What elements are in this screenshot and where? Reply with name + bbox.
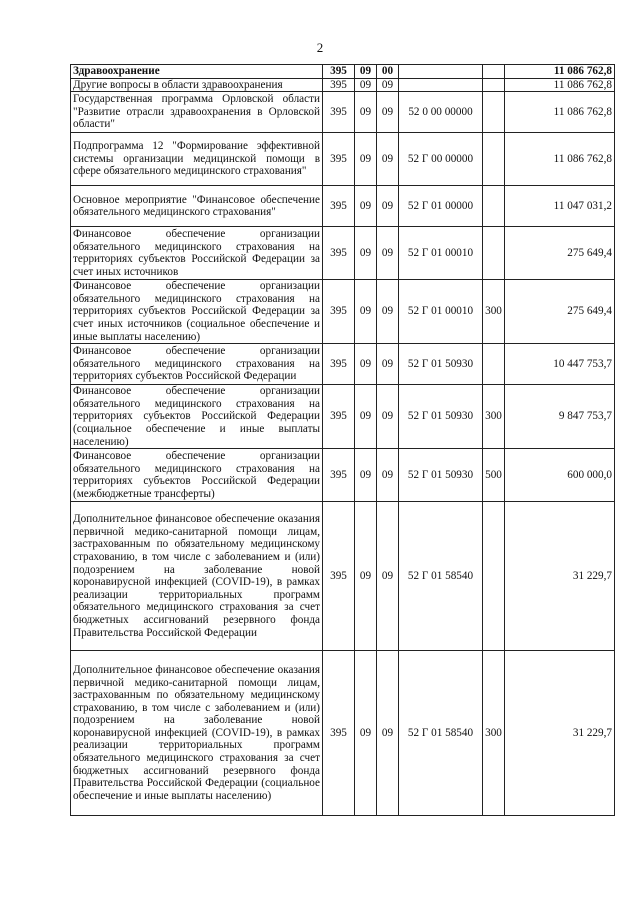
- row-grbs: 395: [323, 385, 355, 449]
- row-amount: 11 086 762,8: [505, 133, 615, 186]
- row-subsection: 09: [377, 227, 399, 280]
- row-name: Финансовое обеспечение организации обязательного медицинского страхования на территориях субъектов Российской Федерации (социальное обеспечение и иные выплаты населению): [71, 385, 323, 449]
- row-amount: 11 086 762,8: [505, 65, 615, 79]
- row-section: 09: [355, 449, 377, 502]
- row-grbs: 395: [323, 280, 355, 344]
- row-target-article: [399, 78, 483, 92]
- row-section: 09: [355, 502, 377, 651]
- row-grbs: 395: [323, 502, 355, 651]
- row-expense-type: [483, 344, 505, 385]
- table-row: [71, 651, 615, 816]
- row-grbs: 395: [323, 449, 355, 502]
- page-number: 2: [316, 40, 324, 55]
- row-subsection: 09: [377, 280, 399, 344]
- row-amount: 9 847 753,7: [505, 385, 615, 449]
- row-grbs: 395: [323, 344, 355, 385]
- row-target-article: 52 Г 01 58540: [399, 502, 483, 651]
- table-row: [71, 65, 615, 79]
- row-subsection: 09: [377, 449, 399, 502]
- row-grbs: 395: [323, 133, 355, 186]
- row-expense-type: [483, 227, 505, 280]
- row-target-article: 52 Г 01 00000: [399, 186, 483, 227]
- row-section: 09: [355, 280, 377, 344]
- table-row: [71, 227, 615, 280]
- row-amount: 31 229,7: [505, 502, 615, 651]
- row-subsection: 09: [377, 385, 399, 449]
- table-row: [71, 502, 615, 651]
- row-subsection: 09: [377, 186, 399, 227]
- row-target-article: 52 Г 01 50930: [399, 385, 483, 449]
- row-amount: 10 447 753,7: [505, 344, 615, 385]
- row-section: 09: [355, 78, 377, 92]
- table-row: [71, 133, 615, 186]
- row-grbs: 395: [323, 65, 355, 79]
- row-name: Основное мероприятие "Финансовое обеспечение обязательного медицинского страхования": [71, 186, 323, 227]
- row-target-article: 52 Г 01 00010: [399, 227, 483, 280]
- row-section: 09: [355, 227, 377, 280]
- row-section: 09: [355, 344, 377, 385]
- row-target-article: [399, 65, 483, 79]
- row-target-article: 52 0 00 00000: [399, 92, 483, 133]
- table-row: [71, 186, 615, 227]
- row-name: Финансовое обеспечение организации обязательного медицинского страхования на территориях субъектов Российской Федерации: [71, 344, 323, 385]
- row-grbs: 395: [323, 92, 355, 133]
- row-name: Государственная программа Орловской области "Развитие отрасли здравоохранения в Орловской области": [71, 92, 323, 133]
- row-subsection: 09: [377, 133, 399, 186]
- row-grbs: 395: [323, 651, 355, 816]
- row-expense-type: 300: [483, 280, 505, 344]
- row-name: Финансовое обеспечение организации обязательного медицинского страхования на территориях субъектов Российской Федерации за счет иных источников (социальное обеспечение и иные выплаты населению): [71, 280, 323, 344]
- table-row: [71, 78, 615, 92]
- table-row: [71, 449, 615, 502]
- row-section: 09: [355, 186, 377, 227]
- row-target-article: 52 Г 01 50930: [399, 344, 483, 385]
- table-row: [71, 280, 615, 344]
- row-subsection: 09: [377, 502, 399, 651]
- row-expense-type: 500: [483, 449, 505, 502]
- row-amount: 275 649,4: [505, 280, 615, 344]
- row-expense-type: [483, 65, 505, 79]
- row-amount: 11 086 762,8: [505, 78, 615, 92]
- row-target-article: 52 Г 01 50930: [399, 449, 483, 502]
- row-amount: 600 000,0: [505, 449, 615, 502]
- row-name: Здравоохранение: [71, 65, 323, 79]
- row-name: Подпрограмма 12 "Формирование эффективной системы организации медицинской помощи в сфере обязательного медицинского страхования": [71, 133, 323, 186]
- row-expense-type: [483, 133, 505, 186]
- table-row: [71, 385, 615, 449]
- row-section: 09: [355, 133, 377, 186]
- row-amount: 11 047 031,2: [505, 186, 615, 227]
- row-subsection: 09: [377, 92, 399, 133]
- row-expense-type: 300: [483, 385, 505, 449]
- row-section: 09: [355, 92, 377, 133]
- row-name: Дополнительное финансовое обеспечение оказания первичной медико-санитарной помощи лицам, застрахованным по обязательному медицинскому страхованию, в том числе с заболеванием и (или) подозрением на заболевание новой коронавирусной инфекцией (COVID-19), в рамках реализации территориальных программ обязательного медицинского страхования за счет бюджетных ассигнований резервного фонда Правительства Российской Федерации: [71, 502, 323, 651]
- row-subsection: 00: [377, 65, 399, 79]
- row-subsection: 09: [377, 78, 399, 92]
- budget-table-body: [71, 65, 615, 816]
- row-amount: 31 229,7: [505, 651, 615, 816]
- row-target-article: 52 Г 01 58540: [399, 651, 483, 816]
- row-grbs: 395: [323, 227, 355, 280]
- row-target-article: 52 Г 00 00000: [399, 133, 483, 186]
- table-row: [71, 344, 615, 385]
- table-row: [71, 92, 615, 133]
- row-section: 09: [355, 65, 377, 79]
- row-amount: 11 086 762,8: [505, 92, 615, 133]
- row-expense-type: [483, 186, 505, 227]
- row-subsection: 09: [377, 651, 399, 816]
- row-section: 09: [355, 651, 377, 816]
- row-amount: 275 649,4: [505, 227, 615, 280]
- row-name: Финансовое обеспечение организации обязательного медицинского страхования на территориях субъектов Российской Федерации (межбюджетные трансферты): [71, 449, 323, 502]
- row-expense-type: [483, 92, 505, 133]
- row-name: Финансовое обеспечение организации обязательного медицинского страхования на территориях субъектов Российской Федерации за счет иных источников: [71, 227, 323, 280]
- row-name: Дополнительное финансовое обеспечение оказания первичной медико-санитарной помощи лицам, застрахованным по обязательному медицинскому страхованию, в том числе с заболеванием и (или) подозрением на заболевание новой коронавирусной инфекцией (COVID-19), в рамках реализации территориальных программ обязательного медицинского страхования за счет бюджетных ассигнований резервного фонда Правительства Российской Федерации (социальное обеспечение и иные выплаты населению): [71, 651, 323, 816]
- row-target-article: 52 Г 01 00010: [399, 280, 483, 344]
- row-subsection: 09: [377, 344, 399, 385]
- row-expense-type: [483, 502, 505, 651]
- row-section: 09: [355, 385, 377, 449]
- row-expense-type: [483, 78, 505, 92]
- row-name: Другие вопросы в области здравоохранения: [71, 78, 323, 92]
- row-grbs: 395: [323, 186, 355, 227]
- row-expense-type: 300: [483, 651, 505, 816]
- budget-table: [70, 64, 615, 816]
- row-grbs: 395: [323, 78, 355, 92]
